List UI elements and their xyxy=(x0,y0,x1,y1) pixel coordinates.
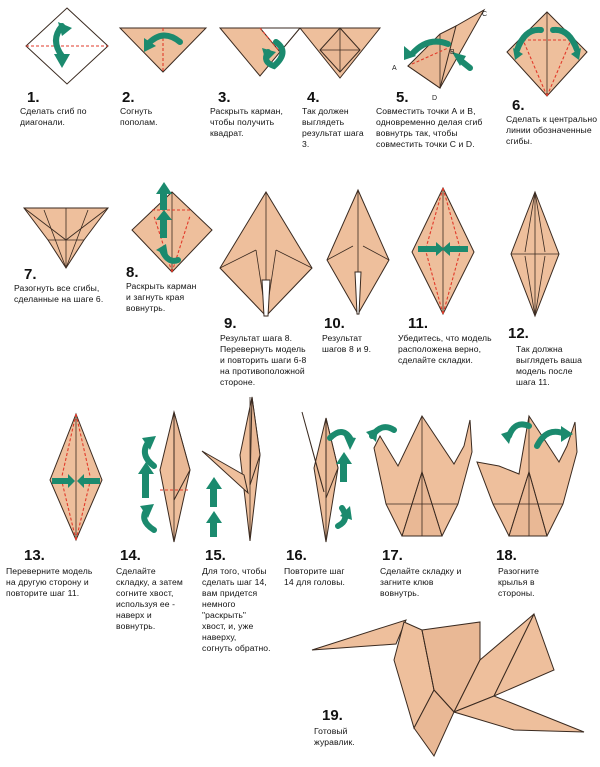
step-7-figure xyxy=(20,200,112,270)
step-18-number: 18. xyxy=(496,547,517,564)
step-1-figure xyxy=(22,6,112,86)
step-7-number: 7. xyxy=(24,266,37,283)
point-c-label: C xyxy=(482,11,488,18)
step-7-text: Разогнуть все сгибы, сделанные на шаге 6. xyxy=(14,283,104,304)
step-2-figure xyxy=(118,22,208,82)
step-8-figure xyxy=(128,180,218,275)
step-1-text: Сделать сгиб по диагонали. xyxy=(20,106,87,127)
step-4-text: Так должен выглядеть результат шага 3. xyxy=(302,106,364,149)
step-1-number: 1. xyxy=(27,89,40,106)
step-13-text: Переверните модель на другую сторону и повторите шаг 11. xyxy=(6,566,93,598)
step-8-number: 8. xyxy=(126,264,139,281)
step-9-figure xyxy=(216,190,316,320)
step-13-number: 13. xyxy=(24,547,45,564)
step-14-number: 14. xyxy=(120,547,141,564)
step-11-number: 11. xyxy=(408,315,429,332)
step-11-figure xyxy=(408,186,478,318)
point-b-label: B xyxy=(450,49,455,56)
step-12-number: 12. xyxy=(508,325,529,342)
step-10-text: Результат шагов 8 и 9. xyxy=(322,333,372,354)
step-10-number: 10. xyxy=(324,315,345,332)
step-8-text: Раскрыть карман и загнуть края вовнутрь. xyxy=(126,281,197,313)
step-12-text: Так должна выглядеть ваша модель после шага 11. xyxy=(516,344,582,387)
step-4-figure xyxy=(298,22,383,87)
step-15-figure xyxy=(200,395,285,545)
step-2-number: 2. xyxy=(122,89,135,106)
step-15-number: 15. xyxy=(205,547,226,564)
step-6-figure xyxy=(505,10,589,98)
step-18-text: Разогните крылья в стороны. xyxy=(498,566,539,598)
step-18-figure xyxy=(475,412,585,538)
step-12-figure xyxy=(505,190,565,320)
step-4-number: 4. xyxy=(307,89,320,106)
step-6-number: 6. xyxy=(512,97,525,114)
step-5-text: Совместить точки А и В, одновременно делая сгиб вовнутрь так, чтобы совместить точки С и D. xyxy=(376,106,483,149)
step-2-text: Согнуть пополам. xyxy=(120,106,158,127)
step-11-text: Убедитесь, что модель расположена верно, сделайте складки. xyxy=(398,333,492,365)
step-9-number: 9. xyxy=(224,315,237,332)
step-17-number: 17. xyxy=(382,547,403,564)
step-13-figure xyxy=(44,412,108,544)
step-14-figure xyxy=(130,410,200,545)
step-19-number: 19. xyxy=(322,707,343,724)
step-3-figure xyxy=(218,22,303,92)
step-10-figure xyxy=(323,188,393,318)
point-a-label: A xyxy=(392,65,397,72)
step-17-text: Сделайте складку и загните клюв вовнутрь. xyxy=(380,566,462,598)
step-16-number: 16. xyxy=(286,547,307,564)
step-9-text: Результат шага 8. Перевернуть модель и повторить шаги 6-8 на противоположной стороне. xyxy=(220,333,307,387)
step-14-text: Сделайте складку, а затем согните хвост, используя ее - наверх и вовнутрь. xyxy=(116,566,183,631)
step-3-text: Раскрыть карман, чтобы получить квадрат. xyxy=(210,106,283,138)
step-17-figure xyxy=(366,412,478,540)
step-16-figure xyxy=(290,408,362,546)
step-5-number: 5. xyxy=(396,89,409,106)
step-15-text: Для того, чтобы сделать шаг 14, вам придется немного "раскрыть" хвост, и, уже наверху, согнуть обратно. xyxy=(202,566,271,653)
point-d-label: D xyxy=(432,95,438,102)
step-19-text: Готовый журавлик. xyxy=(314,726,355,747)
step-3-number: 3. xyxy=(218,89,231,106)
step-6-text: Сделать к центрально линии обозначенные сгибы. xyxy=(506,114,598,146)
step-16-text: Повторите шаг 14 для головы. xyxy=(284,566,345,587)
